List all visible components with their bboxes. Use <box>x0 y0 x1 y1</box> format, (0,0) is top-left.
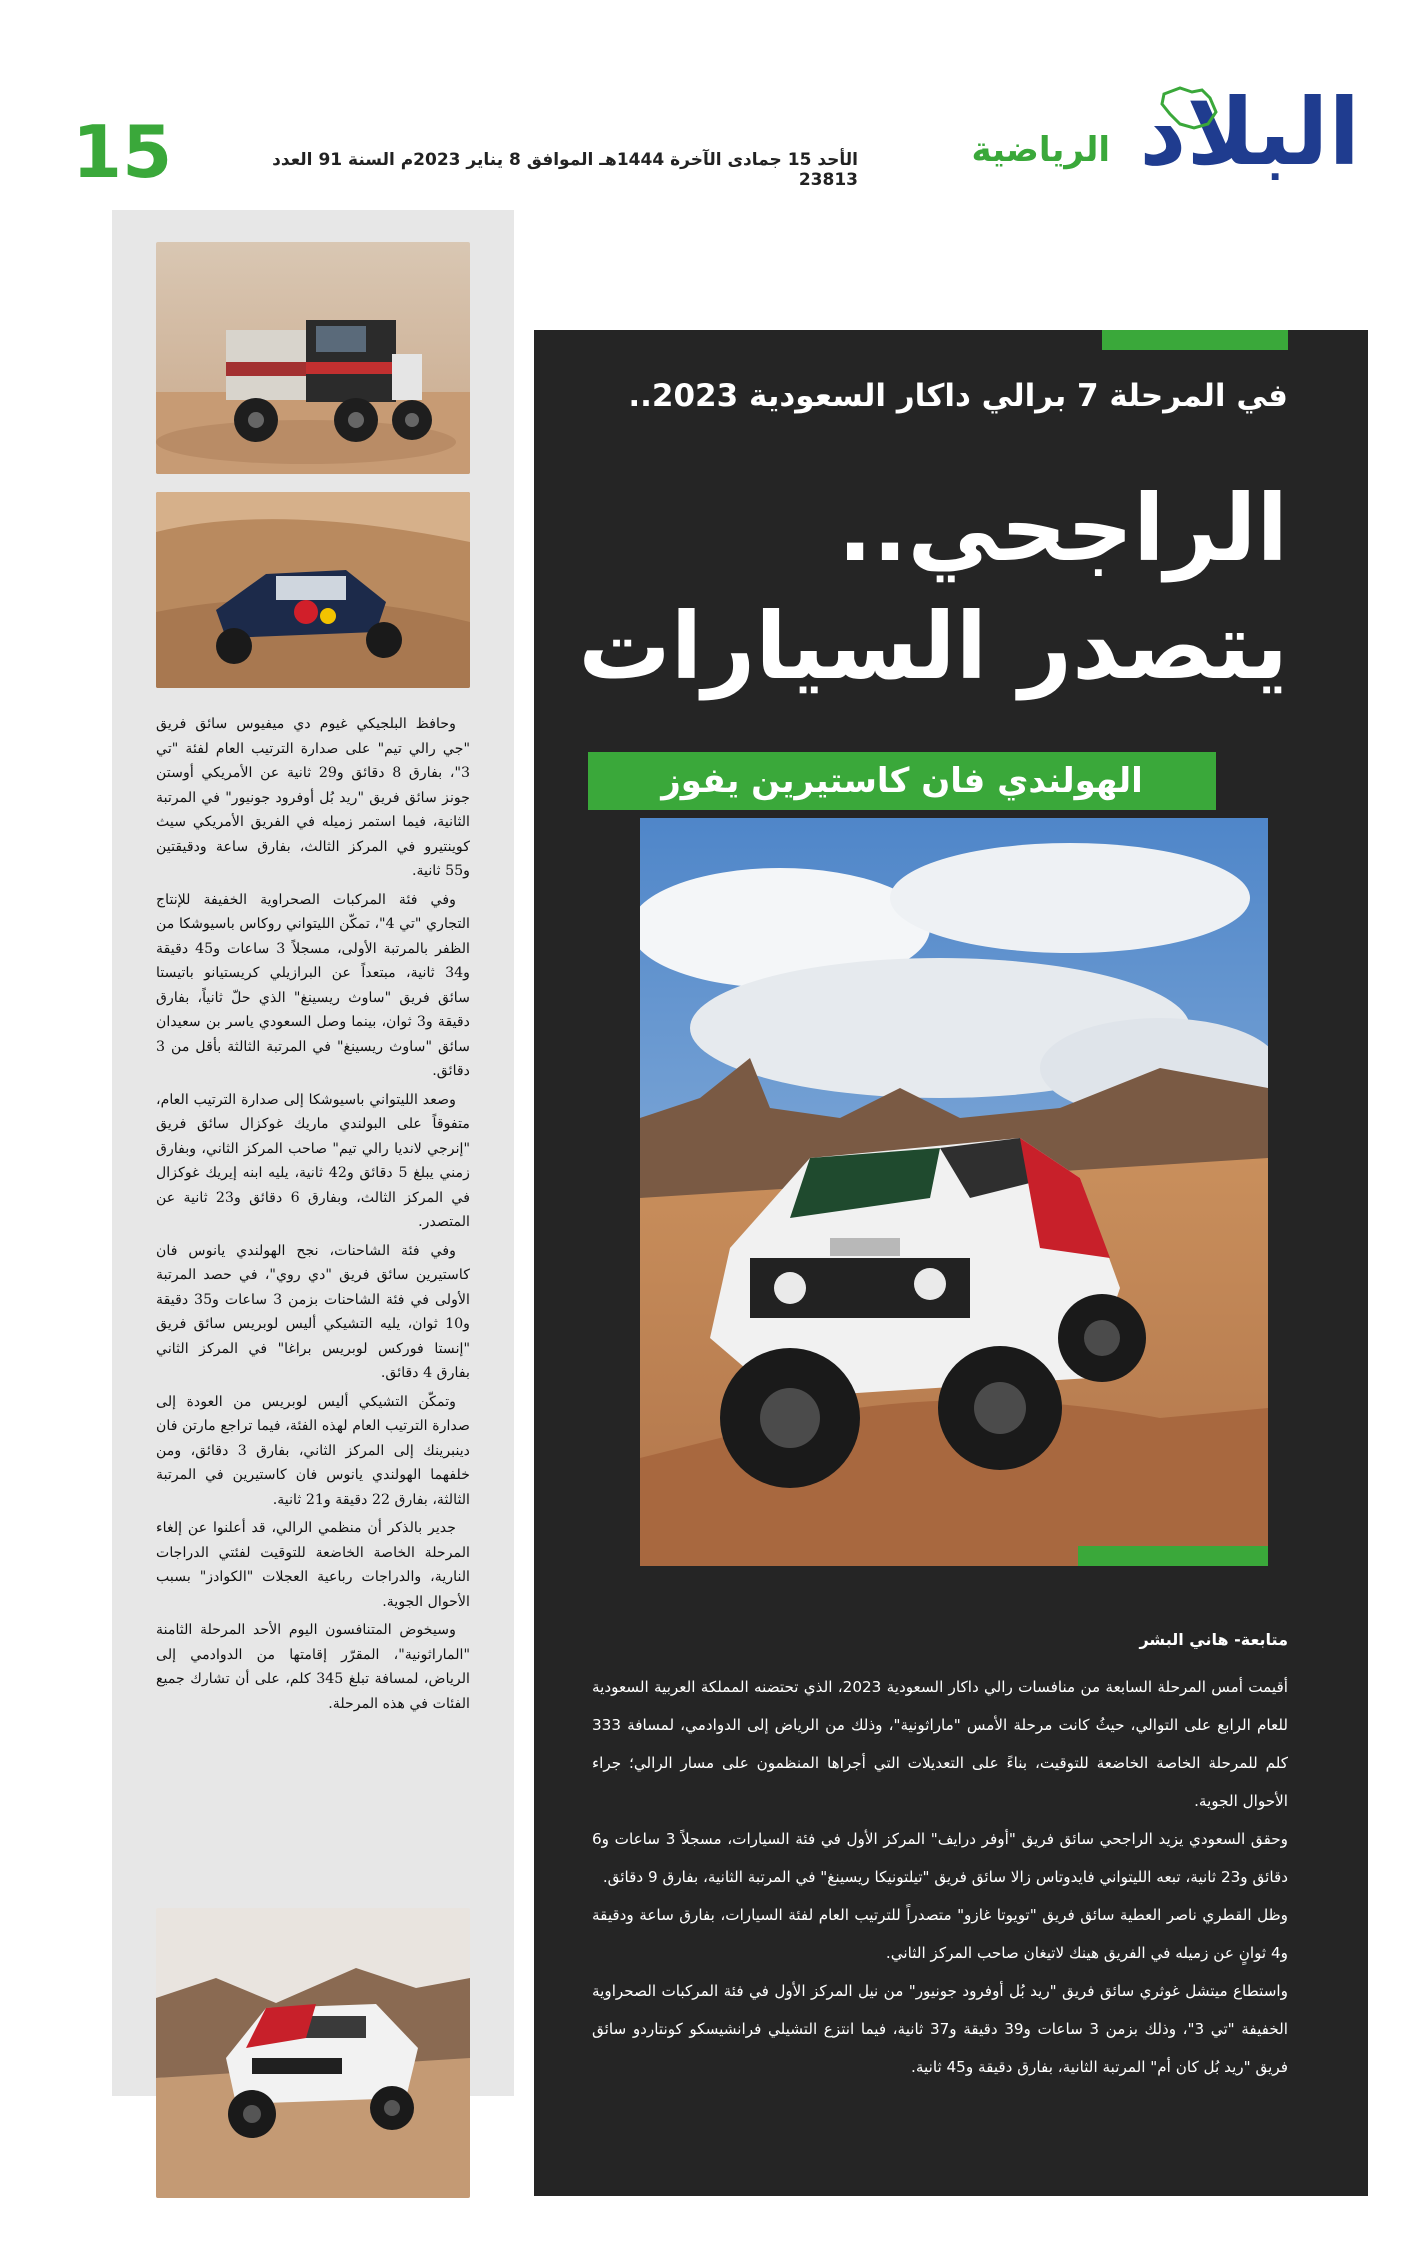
buggy-photo <box>156 492 470 688</box>
page-number: 15 <box>72 110 173 194</box>
accent-bar <box>1102 330 1288 350</box>
photo-accent-bar <box>1078 1546 1268 1566</box>
sidebar-paragraph: وفي فئة المركبات الصحراوية الخفيفة للإنتاج التجاري "تي 4"، تمكّن الليتواني روكاس باسيوشكا من الظفر بالمرتبة الأولى، مسجلاً 3 ساعات و45 دقيقة و34 ثانية، مبتعداً عن البرازيلي كريستيانو باتيستا سائق فريق "ساوث ريسينغ" الذي حلّ ثانياً، بفارق دقيقة و3 ثوان، بينما وصل السعودي ياسر بن سعيدان سائق "ساوث ريسينغ" في المرتبة الثالثة بأقل من 3 دقائق. <box>156 891 470 1079</box>
logo-text: البلاد <box>1139 79 1360 186</box>
truck-photo-illustration <box>156 242 470 474</box>
toyota-rally-photo-illustration <box>156 1908 470 2198</box>
sidebar-paragraph: جدير بالذكر أن منظمي الرالي، قد أعلنوا عن إلغاء المرحلة الخاصة الخاضعة للتوقيت لفئتي الدراجات النارية، والدراجات رباعية العجلات "الكوادز" بسبب الأحوال الجوية. <box>156 1520 470 1610</box>
section-name: الرياضية <box>971 130 1110 170</box>
saudi-map-icon <box>1158 84 1220 132</box>
sidebar-article <box>156 712 470 1720</box>
article-kicker: في المرحلة 7 برالي داكار السعودية 2023.. <box>628 378 1288 414</box>
sidebar-paragraph: وفي فئة الشاحنات، نجح الهولندي يانوس فان كاستيرين سائق فريق "دي روي"، في حصد المرتبة الأولى في فئة الشاحنات بزمن 3 ساعات و35 دقيقة و10 ثوان، يليه التشيكي أليس لوبريس سائق فريق "إنستا فوركس لوبريس براغا" في المركز الثاني بفارق 4 دقائق. <box>156 1242 470 1381</box>
newspaper-logo <box>1120 78 1360 188</box>
article-byline: متابعة- هاني البشر <box>1139 1630 1288 1649</box>
article-headline <box>560 470 1288 706</box>
main-rally-photo <box>640 818 1268 1566</box>
sidebar-paragraph: وتمكّن التشيكي أليس لوبريس من العودة إلى صدارة الترتيب العام لهذه الفئة، فيما تراجع مارتن فان دينبرينك إلى المركز الثاني، بفارق 3 دقائق، ومن خلفهما الهولندي يانوس فان كاستيرين في المرتبة الثالثة، بفارق 22 دقيقة و21 ثانية. <box>156 1393 470 1508</box>
main-rally-photo-illustration <box>640 818 1268 1566</box>
body-paragraph: وظل القطري ناصر العطية سائق فريق "تويوتا غازو" متصدراً للترتيب العام لفئة السيارات، بفارق ساعة ودقيقة و4 ثوانٍ عن زميله في الفريق هينك لاتيغان صاحب المركز الثاني. <box>592 1906 1288 1962</box>
truck-photo <box>156 242 470 474</box>
sidebar-paragraph: وصعد الليتواني باسيوشكا إلى صدارة الترتيب العام، متفوقاً على البولندي ماريك غوكزال سائق فريق "إنرجي لانديا رالي تيم" صاحب المركز الثاني، وبفارق زمني يبلغ 5 دقائق و42 ثانية، يليه ابنه إيريك غوكزال في المركز الثالث، وبفارق 6 دقائق و23 ثانية عن المتصدر. <box>156 1091 470 1230</box>
headline-line-1: الراجحي.. <box>837 475 1288 582</box>
article-subheadline: الهولندي فان كاستيرين يفوز <box>588 752 1216 810</box>
article-body <box>592 1668 1288 2086</box>
sidebar-paragraph: وحافظ البلجيكي غيوم دي ميفيوس سائق فريق "جي رالي تيم" على صدارة الترتيب العام لفئة "تي 3"، بفارق 8 دقائق و29 ثانية عن الأمريكي أوستن جونز سائق فريق "ريد بُل أوفرود جونيور" في المرتبة الثانية، فيما استمر زميله في الفريق الأمريكي سيث كوينتيرو في المركز الثالث، بفارق ساعة ودقيقتين و55 ثانية. <box>156 716 471 879</box>
body-paragraph: وحقق السعودي يزيد الراجحي سائق فريق "أوفر درايف" المركز الأول في فئة السيارات، مسجلاً 3 ساعات و6 دقائق و23 ثانية، تبعه الليتواني فايدوتاس زالا سائق فريق "تيلتونيكا ريسينغ" في المرتبة الثانية، بفارق 9 دقائق. <box>592 1830 1288 1886</box>
toyota-rally-photo <box>156 1908 470 2198</box>
dateline: الأحد 15 جمادى الآخرة 1444هـ الموافق 8 يناير 2023م السنة 91 العدد 23813 <box>272 150 858 190</box>
body-paragraph: أقيمت أمس المرحلة السابعة من منافسات رالي داكار السعودية 2023، الذي تحتضنه المملكة العربية السعودية للعام الرابع على التوالي، حيثُ كانت مرحلة الأمس "ماراثونية"، وذلك من الرياض إلى الدوادمي، لمسافة 333 كلم للمرحلة الخاصة الخاضعة للتوقيت، بناءً على التعديلات التي أجراها المنظمون على مسار الرالي؛ جراء الأحوال الجوية. <box>592 1678 1288 1810</box>
headline-line-2: يتصدر السيارات <box>578 593 1288 700</box>
sidebar-paragraph: وسيخوض المتنافسون اليوم الأحد المرحلة الثامنة "الماراثونية"، المقرّر إقامتها من الدوادمي إلى الرياض، لمسافة تبلغ 345 كلم، على أن تشارك جميع الفئات في هذه المرحلة. <box>156 1622 470 1712</box>
buggy-photo-illustration <box>156 492 470 688</box>
body-paragraph: واستطاع ميتشل غوثري سائق فريق "ريد بُل أوفرود جونيور" من نيل المركز الأول في فئة المركبات الصحراوية الخفيفة "تي 3"، وذلك بزمن 3 ساعات و39 دقيقة و37 ثانية، فيما انتزع التشيلي فرانشيسكو كونتاردو سائق فريق "ريد بُل كان أم" المرتبة الثانية، بفارق دقيقة و45 ثانية. <box>592 1982 1288 2076</box>
